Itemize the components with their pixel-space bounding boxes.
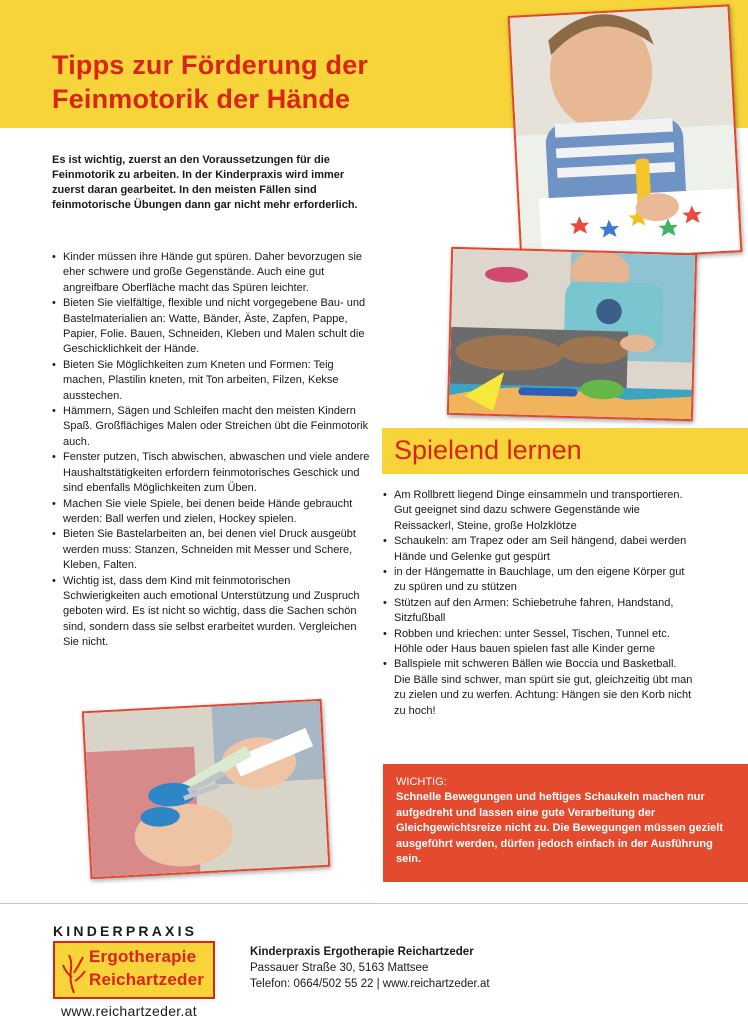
website-link[interactable]: www.reichartzeder.at [61,1003,197,1019]
contact-block [250,944,490,992]
contact-address: Passauer Straße 30, 5163 Mattsee [250,962,429,974]
list-item: • Bieten Sie Bastelarbeiten an, bei denen viel Druck ausgeübt werden muss: Stanzen, Schneiden mit Messer und Schere, Kleben, Falten. [52,527,370,573]
tips-list [52,250,370,651]
footer-divider [0,903,748,904]
list-item: • Wichtig ist, dass dem Kind mit feinmotorischen Schwierigkeiten auch emotional Unterstützung und Zuspruch geboten wird. Es ist nicht so wichtig, dass die Sachen schön sind, sondern dass sie selbst erarbeitet wurden. Vergleichen Sie nicht. [52,574,370,651]
title-line-2: Feinmotorik der Hände [52,84,351,114]
intro-paragraph: Es ist wichtig, zuerst an den Voraussetzungen für die Feinmotorik zu arbeiten. In der Kinderpraxis wird immer zuerst daran gearbeitet. In den meisten Fällen sind feinmotorische Übungen dann gar nicht mehr erforderlich. [52,154,358,211]
list-item: • Robben und kriechen: unter Sessel, Tischen, Tunnel etc. Höhle oder Haus bauen spielen fast alle Kinder gerne [383,627,693,658]
contact-phone: Telefon: 0664/502 55 22 | www.reichartzeder.at [250,978,490,990]
child-gluing-stars-photo [508,4,743,263]
warning-box [383,764,748,882]
logo [53,941,215,999]
child-cutting-paper-photo [82,699,330,879]
list-item: • Fenster putzen, Tisch abwischen, abwaschen und viele andere Haushaltstätigkeiten erfordern feinmotorisches Geschick und sind ebenfalls Möglichkeiten zum Üben. [52,450,370,496]
play-learning-list [383,488,693,719]
warning-label: WICHTIG: [396,776,447,788]
list-item: • Ballspiele mit schweren Bällen wie Boccia und Basketball. Die Bälle sind schwer, man spürt sie gut, gleichzeitig übt man zu zielen und zu werfen. Achtung: Hängen sie den Korb nicht zu hoch! [383,657,693,719]
warning-text: Schnelle Bewegungen und heftiges Schaukeln machen nur aufgedreht und lassen eine gute Verarbeitung der Gleichgewichtsreize nicht zu. Die Bewegungen müssen gezielt ausgeführt werden, dürfen jedoch einfach in der Ausführung sein. [396,791,724,866]
list-item: • Stützen auf den Armen: Schiebetruhe fahren, Handstand, Sitzfußball [383,596,693,627]
list-item: • Bieten Sie vielfältige, flexible und nicht vorgegebene Bau- und Bastelmaterialien an: Watte, Bänder, Äste, Zapfen, Pappe, Papier, Folie. Bauen, Schneiden, Kleben und Malen schult die Geschicklichkeit der Hände. [52,296,370,358]
logo-line-1: Ergotherapie [89,947,197,966]
child-playing-with-sand-photo [447,247,697,421]
list-item: • Kinder müssen ihre Hände gut spüren. Daher bevorzugen sie eher schwere und große Gegenstände. Auch eine gut angreifbare Oberfläche macht das Spüren leichter. [52,250,370,296]
list-item: • Hämmern, Sägen und Schleifen macht den meisten Kindern Spaß. Großflächiges Malen oder Streichen übt die Feinmotorik auch. [52,404,370,450]
hand-logo-icon [61,951,87,995]
title-line-1: Tipps zur Förderung der [52,50,369,80]
list-item: • Machen Sie viele Spiele, bei denen beide Hände gebraucht werden: Ball werfen und zielen, Hockey spielen. [52,497,370,528]
page-title [52,48,472,116]
list-item: • in der Hängematte in Bauchlage, um den eigene Körper gut zu spüren und zu stützen [383,565,693,596]
section-title: Spielend lernen [394,435,582,465]
list-item: • Bieten Sie Möglichkeiten zum Kneten und Formen: Teig machen, Plastilin kneten, mit Ton arbeiten, Filzen, Kekse ausstechen. [52,358,370,404]
brand-name: KINDERPRAXIS [53,923,198,939]
list-item: • Am Rollbrett liegend Dinge einsammeln und transportieren. Gut geeignet sind dazu schwere Gegenstände wie Reissackerl, Steine, große Holzklötze [383,488,693,534]
contact-name: Kinderpraxis Ergotherapie Reichartzeder [250,946,474,958]
logo-line-2: Reichartzeder [89,970,205,989]
list-item: • Schaukeln: am Trapez oder am Seil hängend, dabei werden Hände und Gelenke gut gespürt [383,534,693,565]
